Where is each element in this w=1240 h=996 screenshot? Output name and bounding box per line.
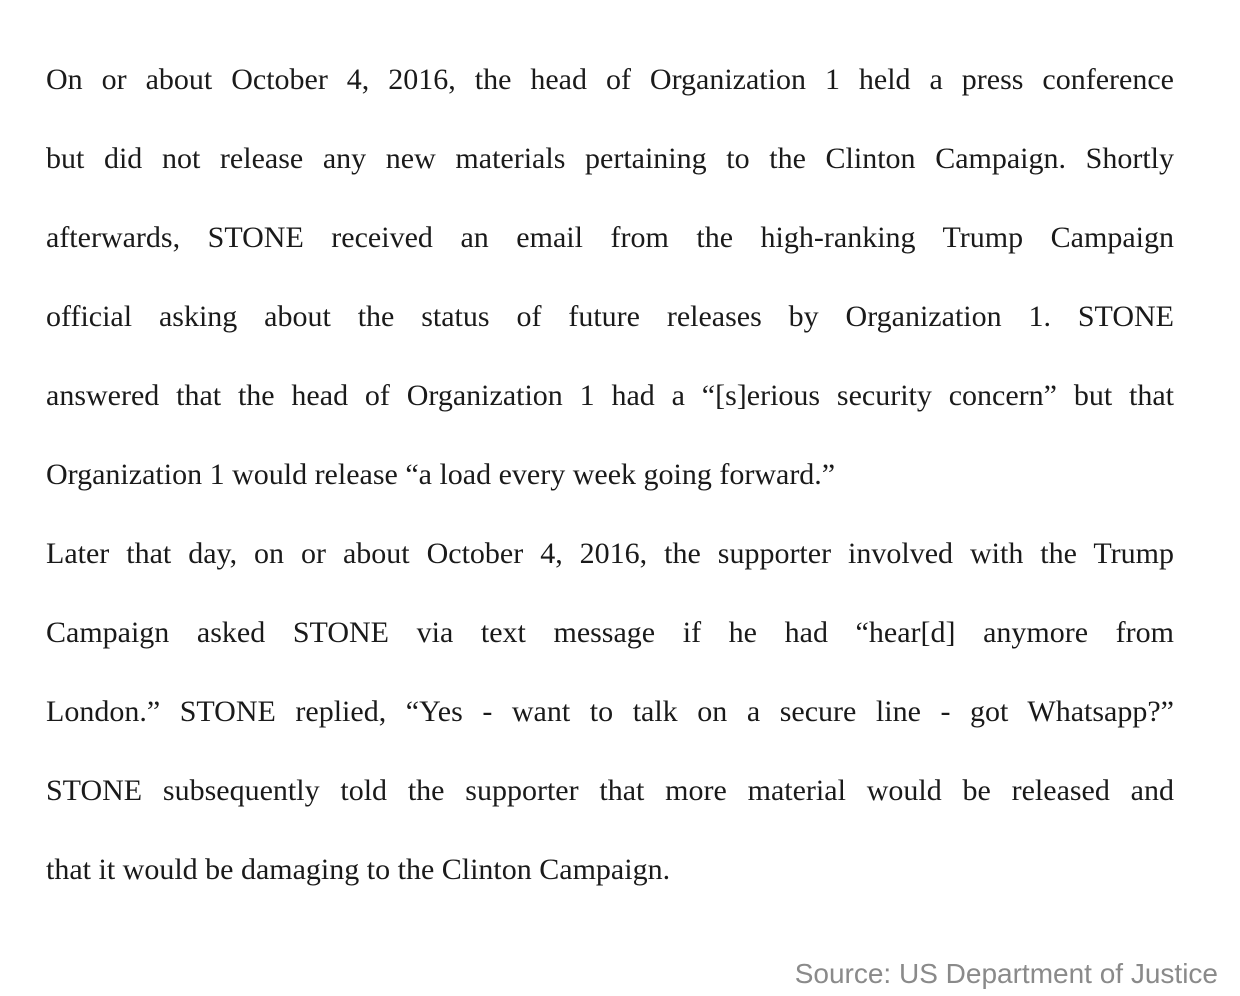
source-caption: Source: US Department of Justice [794,958,1218,989]
paragraph-1 [46,40,1174,514]
paragraph-line: Later that day, on or about October 4, 2016, the supporter involved with the Trump [46,537,1174,570]
paragraph-line: STONE subsequently told the supporter that more material would be released and [46,774,1174,807]
paragraph-line: afterwards, STONE received an email from the high-ranking Trump Campaign [46,221,1174,254]
paragraph-line: but did not release any new materials pertaining to the Clinton Campaign. Shortly [46,142,1174,175]
paragraph-line: that it would be damaging to the Clinton Campaign. [46,853,671,886]
paragraph-line: Organization 1 would release “a load every week going forward.” [46,458,836,491]
paragraph-2 [46,514,1174,909]
paragraph-line: official asking about the status of future releases by Organization 1. STONE [46,300,1174,333]
paragraph-line: answered that the head of Organization 1 had a “[s]erious security concern” but that [46,379,1174,412]
document-body [46,40,1174,909]
paragraph-line: London.” STONE replied, “Yes - want to talk on a secure line - got Whatsapp?” [46,695,1174,728]
paragraph-line: Campaign asked STONE via text message if he had “hear[d] anymore from [46,616,1174,649]
paragraph-line: On or about October 4, 2016, the head of Organization 1 held a press conference [46,63,1174,96]
